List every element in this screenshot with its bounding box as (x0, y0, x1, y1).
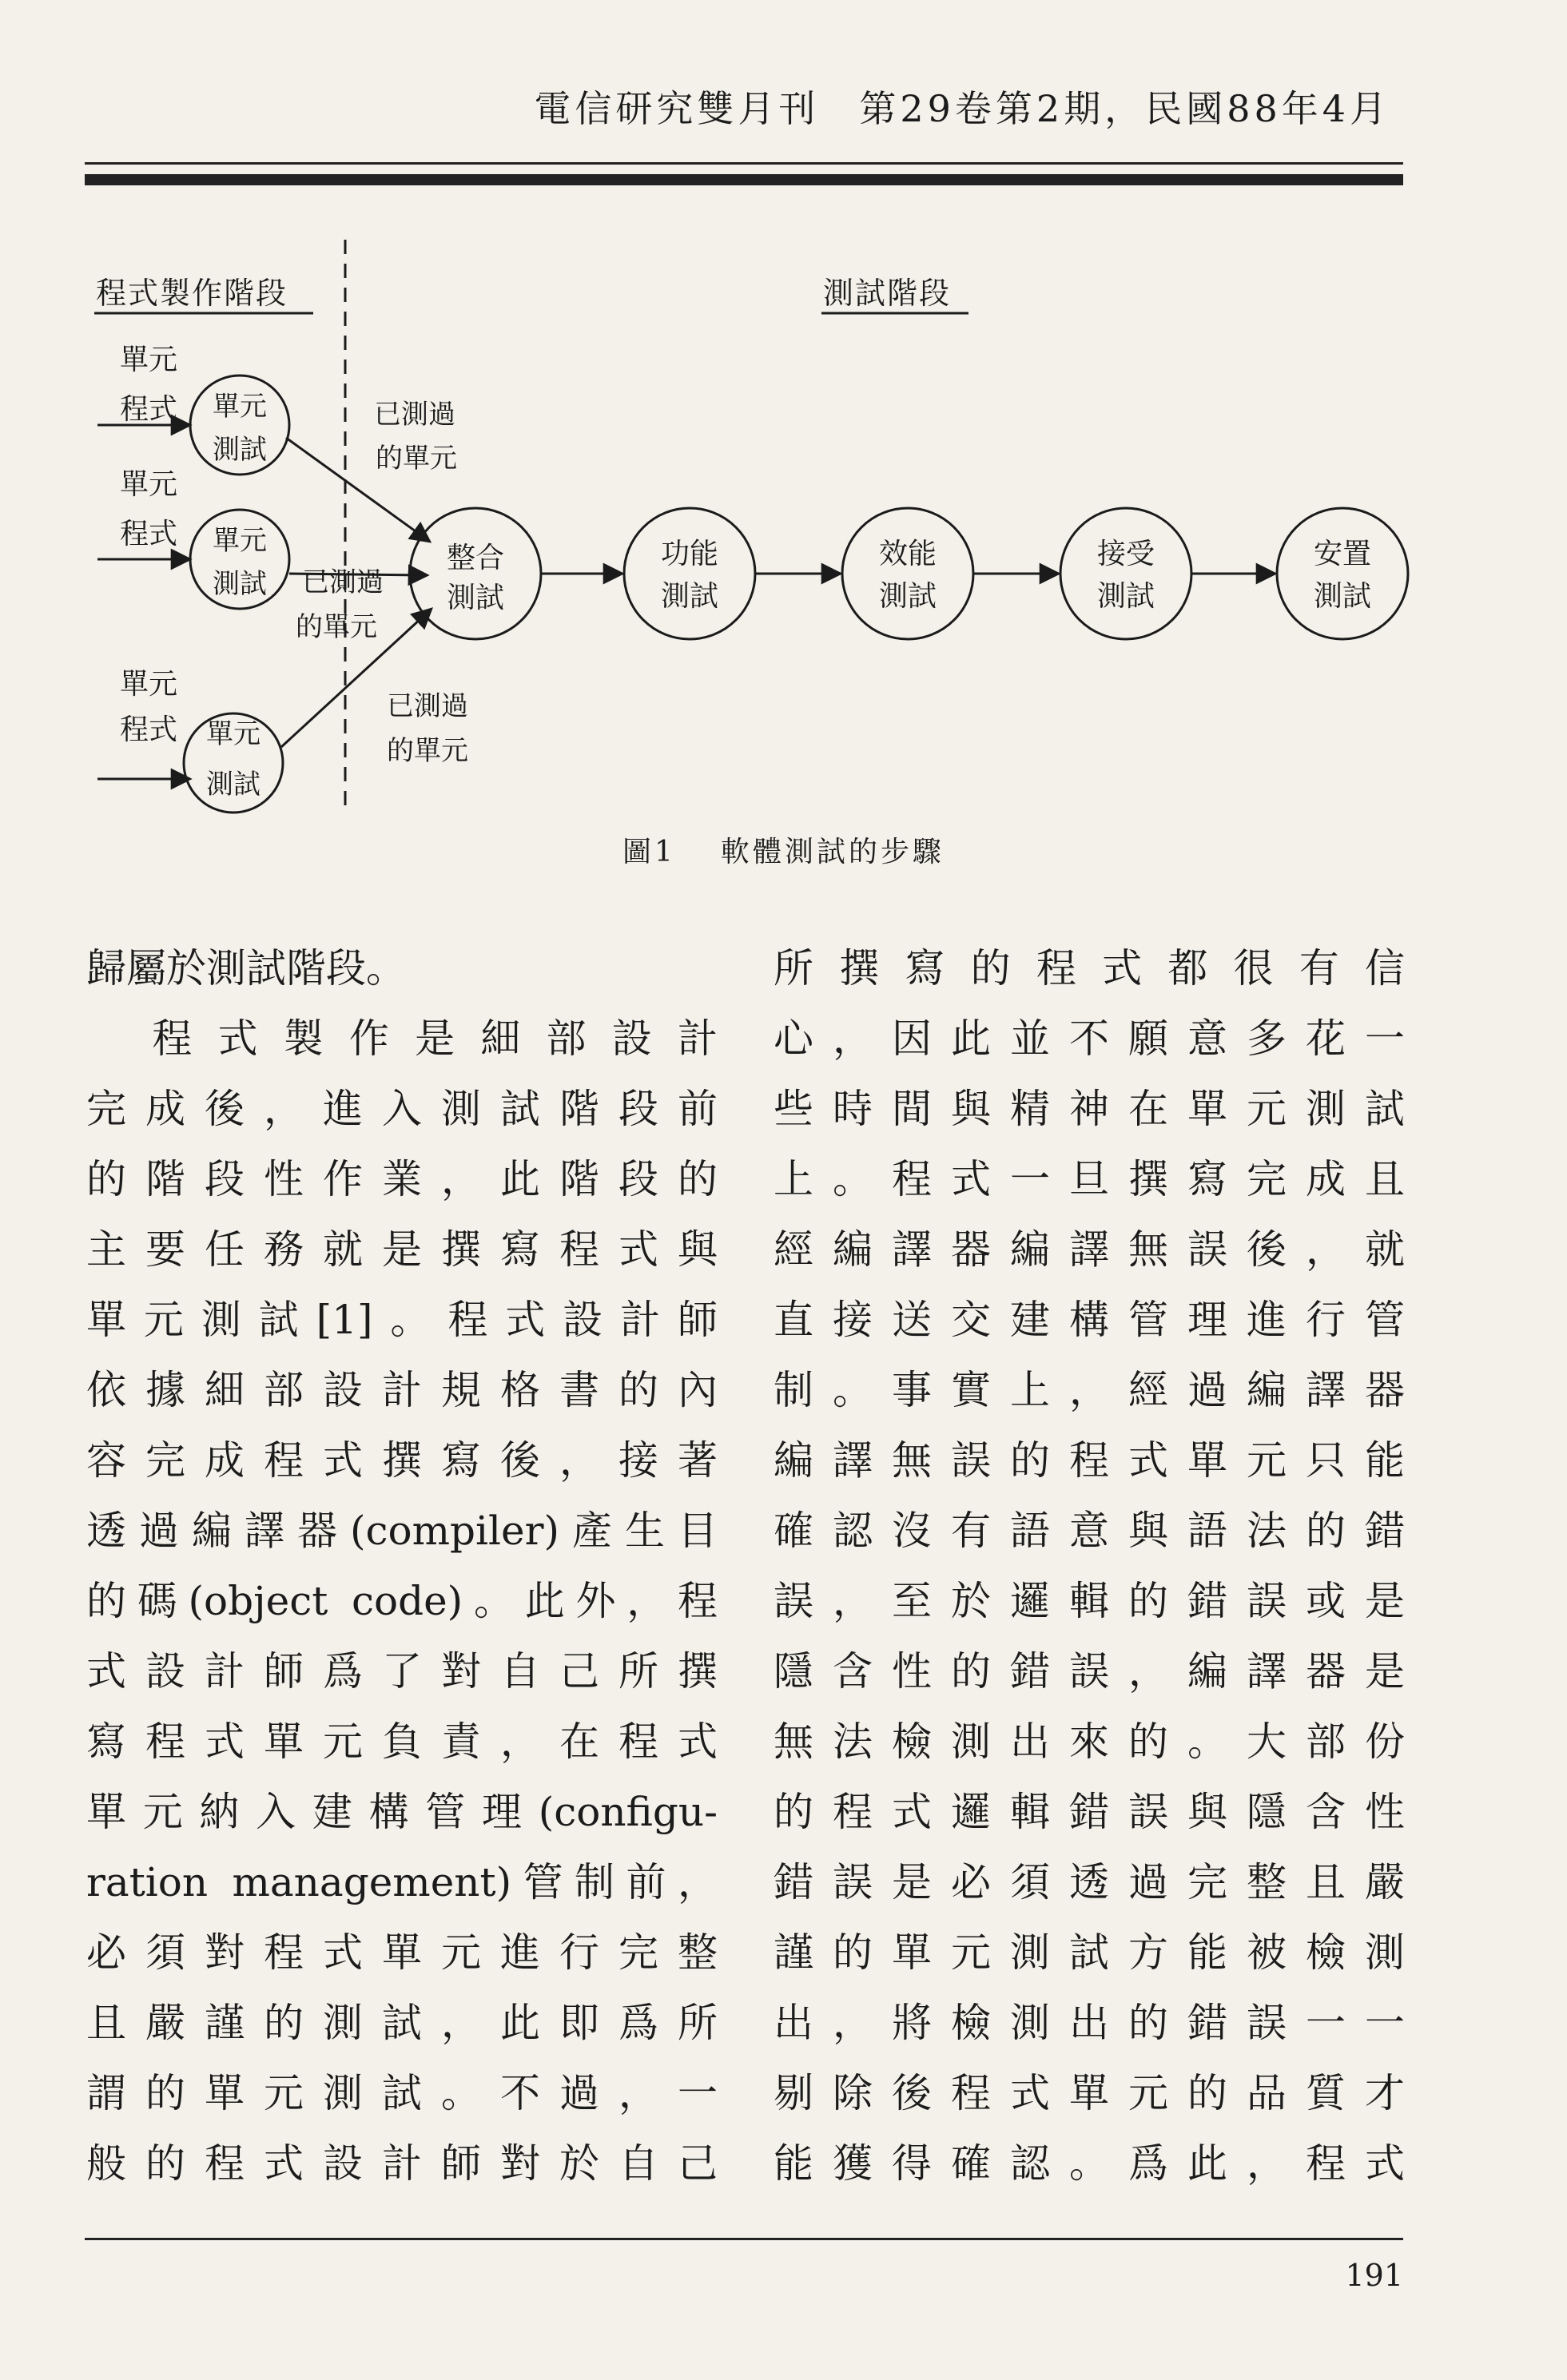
issue-info: 第29卷第2期，民國88年4月 (859, 87, 1390, 130)
stage-function-line1: 功能 (660, 538, 719, 570)
input-label-2-line1: 單元 (120, 468, 178, 501)
text-line: 容完成程式撰寫後，接著 (86, 1437, 718, 1484)
unit-test-3-line1: 單元 (206, 718, 261, 750)
stage-circle-performance (842, 508, 973, 639)
stage-performance-line2: 測試 (878, 580, 937, 613)
running-header (511, 80, 1390, 133)
tested-label-1-line1: 已測過 (374, 399, 455, 431)
text-line: 寫程式單元負責，在程式 (86, 1718, 718, 1765)
stage-acceptance-line1: 接受 (1096, 538, 1155, 570)
stage-function-line2: 測試 (660, 580, 719, 613)
software-testing-diagram (0, 216, 1567, 855)
text-line: ration management)管制前， (86, 1859, 718, 1905)
stage-circle-acceptance (1060, 508, 1191, 639)
text-line: 剔除後程式單元的品質才 (774, 2070, 1405, 2116)
tested-label-2-line1: 已測過 (302, 566, 384, 598)
text-line: 般的程式設計師對於自己 (86, 2140, 718, 2187)
text-line: 心，因此並不願意多花一 (774, 1015, 1405, 1062)
input-label-3-line1: 單元 (120, 668, 178, 701)
unit-test-2-line2: 測試 (213, 568, 267, 600)
text-line: 些時間與精神在單元測試 (774, 1086, 1405, 1132)
text-line: 確認沒有語意與語法的錯 (774, 1508, 1405, 1554)
stage-circle-installation (1277, 508, 1408, 639)
tested-label-2-line2: 的單元 (296, 611, 377, 643)
stage-integration-line1: 整合 (446, 542, 505, 574)
footer-rule (85, 2238, 1403, 2240)
figure-title: 軟體測試的步驟 (720, 836, 945, 868)
text-line: 經編譯器編譯無誤後，就 (774, 1226, 1405, 1273)
input-label-2-line2: 程式 (120, 518, 178, 550)
text-line: 的階段性作業，此階段的 (86, 1156, 718, 1202)
stage-installation-line1: 安置 (1313, 538, 1372, 570)
phase-label-test: 測試階段 (823, 276, 952, 311)
body-column-left (86, 933, 718, 2199)
text-line: 出，將檢測出的錯誤一一 (774, 2000, 1405, 2046)
stage-performance-line1: 效能 (878, 538, 937, 570)
figure-caption (0, 829, 1567, 870)
text-line: 無法檢測出來的。大部份 (774, 1718, 1405, 1765)
text-line: 式設計師爲了對自己所撰 (86, 1648, 718, 1695)
text-line: 誤，至於邏輯的錯誤或是 (774, 1578, 1405, 1624)
text-line: 單元納入建構管理(configu- (86, 1789, 718, 1835)
body-column-right (774, 933, 1405, 2199)
text-line: 謹的單元測試方能被檢測 (774, 1929, 1405, 1976)
text-line: 錯誤是必須透過完整且嚴 (774, 1859, 1405, 1905)
text-line: 單元測試[1]。程式設計師 (86, 1297, 718, 1343)
header-rule-thick (85, 174, 1403, 185)
stage-integration-line2: 測試 (446, 582, 505, 614)
text-line: 完成後，進入測試階段前 (86, 1086, 718, 1132)
stage-installation-line2: 測試 (1313, 580, 1372, 613)
unit-test-2-line1: 單元 (213, 525, 267, 557)
stage-circle-function (624, 508, 755, 639)
unit-test-1-line2: 測試 (213, 434, 267, 466)
text-line: 的程式邏輯錯誤與隱含性 (774, 1789, 1405, 1835)
unit-test-3-line2: 測試 (206, 769, 261, 801)
text-line: 直接送交建構管理進行管 (774, 1297, 1405, 1343)
text-line: 主要任務就是撰寫程式與 (86, 1226, 718, 1273)
text-line: 歸屬於測試階段。 (86, 945, 406, 991)
text-line: 隱含性的錯誤，編譯器是 (774, 1648, 1405, 1695)
journal-title: 電信研究雙月刊 (534, 87, 820, 130)
tested-label-3-line1: 已測過 (387, 690, 468, 722)
tested-label-1-line2: 的單元 (376, 443, 457, 475)
text-line: 制。事實上，經過編譯器 (774, 1367, 1405, 1413)
input-label-3-line2: 程式 (120, 713, 178, 746)
text-line: 依據細部設計規格書的內 (86, 1367, 718, 1413)
text-line: 程式製作是細部設計 (86, 1015, 718, 1062)
figure-number: 圖1 (622, 836, 676, 868)
input-label-1-line2: 程式 (120, 393, 178, 426)
phase-label-build: 程式製作階段 (96, 276, 288, 311)
unit-test-1-line1: 單元 (213, 391, 267, 423)
text-line: 能獲得確認。爲此，程式 (774, 2140, 1405, 2187)
text-line: 且嚴謹的測試，此即爲所 (86, 2000, 718, 2046)
text-line: 的碼(object code)。此外，程 (86, 1578, 718, 1624)
tested-label-3-line2: 的單元 (387, 735, 468, 767)
text-line: 上。程式一旦撰寫完成且 (774, 1156, 1405, 1202)
header-rule-thin (85, 162, 1403, 165)
text-line: 謂的單元測試。不過，一 (86, 2070, 718, 2116)
text-line: 所撰寫的程式都很有信 (774, 945, 1405, 991)
stage-acceptance-line2: 測試 (1096, 580, 1155, 613)
page-number: 191 (1345, 2258, 1403, 2293)
input-label-1-line1: 單元 (120, 344, 178, 376)
text-line: 透過編譯器(compiler)產生目 (86, 1508, 718, 1554)
text-line: 編譯無誤的程式單元只能 (774, 1437, 1405, 1484)
text-line: 必須對程式單元進行完整 (86, 1929, 718, 1976)
